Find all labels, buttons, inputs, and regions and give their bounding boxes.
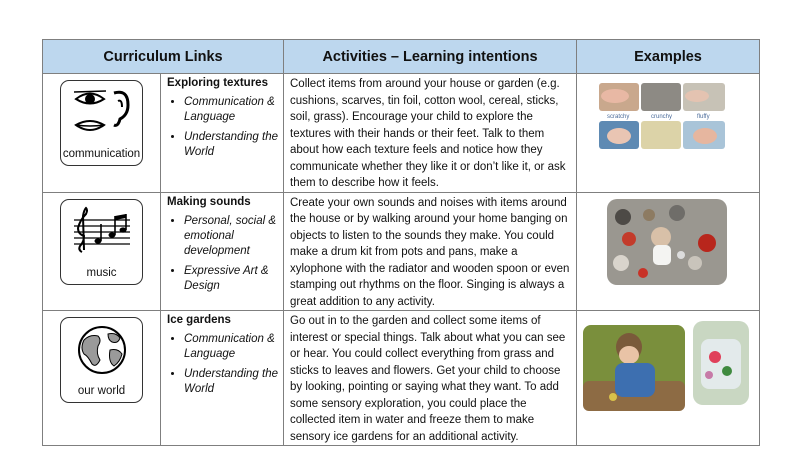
photo-label: crunchy [651, 114, 673, 120]
activity-description: Go out in to the garden and collect some items of interest or special things. Talk about what you can see or hear. You could collect everything from grass and sticks to leaves and flowers. Get your child to choose by looking, pointing or saying what they want. To add some sensory exploration, you could place the collected item in water and freeze them to make sensory ice gardens for an additional activity. [284, 311, 577, 446]
examples-cell [577, 311, 760, 446]
symbol-label: communication [62, 148, 141, 160]
list-item: • Understanding the World [184, 130, 279, 160]
activity-heading: Making sounds [167, 195, 251, 208]
symbol-cell [43, 311, 161, 446]
curriculum-table [42, 39, 760, 446]
photo-label: fluffy [697, 114, 710, 120]
table-row [43, 311, 760, 446]
symbol-card [60, 199, 143, 285]
curriculum-links-cell [161, 311, 284, 446]
list-item: • Understanding the World [184, 367, 279, 397]
activity-heading: Ice gardens [167, 314, 231, 326]
photo-label: scratchy [607, 114, 630, 120]
symbol-card [60, 80, 143, 166]
header-row [43, 40, 760, 74]
list-item: • Personal, social & emotional development [184, 214, 279, 259]
activity-description: Collect items from around your house or garden (e.g. cushions, scarves, tin foil, cotton wool, cereal, sticks, soil, grass). Encourage your child to explore the textures with their hands or their feet. Talk to them about how each texture feels and notice how they communicate whether they like it or don’t like it, or ask them to describe how it feels. [284, 74, 577, 193]
ice-garden-photos [577, 311, 760, 423]
activity-description: Create your own sounds and noises with items around the house or by walking around your home banging on objects to listen to the sounds they make. You could make a drum kit from pots and pans, make a xylophone with the radiator and wooden spoon or even stamping out rhythms on the floor. Singing is always a great addition to any activity. [284, 192, 577, 311]
symbol-cell [43, 74, 161, 193]
activity-heading: Exploring textures [167, 77, 268, 89]
symbol-label: music [86, 266, 117, 279]
examples-cell [577, 74, 760, 193]
curriculum-links-cell [161, 74, 284, 193]
curriculum-links-list [167, 332, 279, 397]
curriculum-links-cell [161, 192, 284, 311]
globe-icon [70, 324, 134, 376]
table-row [43, 74, 760, 193]
examples-cell [577, 192, 760, 311]
list-item: • Communication & Language [184, 95, 279, 125]
eye-ear-mouth-icon [70, 87, 134, 139]
textures-photo [577, 74, 760, 179]
symbol-cell [43, 192, 161, 311]
header-examples: Examples [577, 40, 760, 74]
curriculum-links-list [167, 95, 279, 160]
header-curriculum-links: Curriculum Links [43, 40, 284, 74]
table-row [43, 192, 760, 311]
list-item: • Communication & Language [184, 332, 279, 362]
header-activities: Activities – Learning intentions [284, 40, 577, 74]
symbol-card [60, 317, 143, 403]
curriculum-links-list [167, 214, 279, 294]
music-notes-icon [70, 206, 134, 258]
making-sounds-photo [577, 193, 760, 293]
list-item: • Expressive Art & Design [184, 264, 279, 294]
symbol-label: our world [77, 385, 126, 397]
